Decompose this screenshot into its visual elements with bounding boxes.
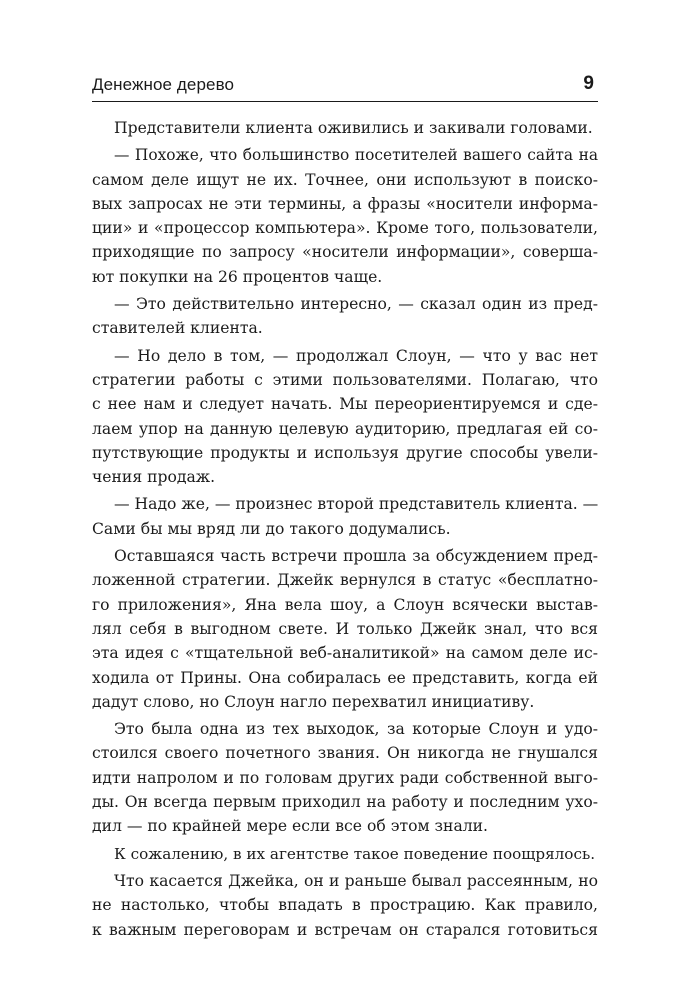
- text-line: Представители клиента оживились и закивали головами.: [114, 119, 593, 137]
- text-line: стратегии работы с этими пользователями. Полагаю, что: [92, 370, 598, 389]
- text-line: путствующие продукты и используя другие способы увели-: [92, 443, 598, 462]
- text-line: к важным переговорам и встречам он старался готовиться: [92, 920, 598, 939]
- text-line: стоился своего почетного звания. Он никогда не гнушался: [92, 744, 598, 763]
- text-line: лаем упор на данную целевую аудиторию, предлагая ей со-: [92, 419, 598, 438]
- text-line: чения продаж.: [92, 468, 216, 487]
- running-header: [92, 73, 598, 102]
- text-line: ставителей клиента.: [92, 319, 263, 338]
- text-line: идти напролом и по головам других ради собственной выго-: [92, 768, 598, 787]
- text-line: ходила от Прины. Она собиралась ее представить, когда ей: [92, 668, 598, 687]
- text-line: — Это действительно интересно, — сказал один из пред-: [114, 295, 598, 314]
- text-line: ложенной стратегии. Джейк вернулся в статус «бесплатно-: [92, 571, 598, 590]
- text-line: ют покупки на 26 процентов чаще.: [92, 267, 383, 286]
- text-line: с нее нам и следует начать. Мы переориентируемся и сде-: [92, 395, 598, 414]
- text-line: ды. Он всегда первым приходил на работу и последним ухо-: [92, 793, 598, 812]
- text-line: ции» и «процессор компьютера». Кроме того, пользователи,: [92, 219, 598, 238]
- text-line: Что касается Джейка, он и раньше бывал рассеянным, но: [114, 871, 598, 890]
- text-line: дадут слово, но Слоун нагло перехватил инициативу.: [92, 692, 535, 711]
- text-line: вых запросах не эти термины, а фразы «носители информа-: [92, 194, 598, 213]
- text-line: К сожалению, в их агентстве такое поведение поощрялось.: [114, 844, 596, 863]
- running-title: Денежное дерево: [92, 75, 235, 94]
- page-number: 9: [583, 73, 594, 94]
- text-line: самом деле ищут не их. Точнее, они используют в поиско-: [92, 170, 598, 189]
- text-line: — Надо же, — произнес второй представитель клиента. —: [114, 495, 599, 514]
- text-line: — Но дело в том, — продолжал Слоун, — что у вас нет: [114, 346, 598, 365]
- text-line: го приложения», Яна вела шоу, а Слоун всячески выстав-: [92, 595, 598, 614]
- text-line: Это была одна из тех выходок, за которые Слоун и удо-: [114, 720, 598, 739]
- text-line: лял себя в выгодном свете. И только Джейк знал, что вся: [92, 619, 598, 638]
- body-text: [92, 116, 598, 942]
- text-line: Оставшаяся часть встречи прошла за обсуждением пред-: [114, 547, 598, 566]
- text-line: — Похоже, что большинство посетителей вашего сайта на: [114, 146, 598, 165]
- text-line: Сами бы мы вряд ли до такого додумались.: [92, 519, 451, 538]
- text-line: дил — по крайней мере если все об этом знали.: [92, 817, 488, 836]
- text-line: приходящие по запросу «носители информации», совершa-: [92, 243, 598, 262]
- text-line: не настолько, чтобы впадать в прострацию. Как правило,: [92, 896, 598, 915]
- text-line: эта идея с «тщательной веб-аналитикой» на самом деле ис-: [92, 644, 598, 663]
